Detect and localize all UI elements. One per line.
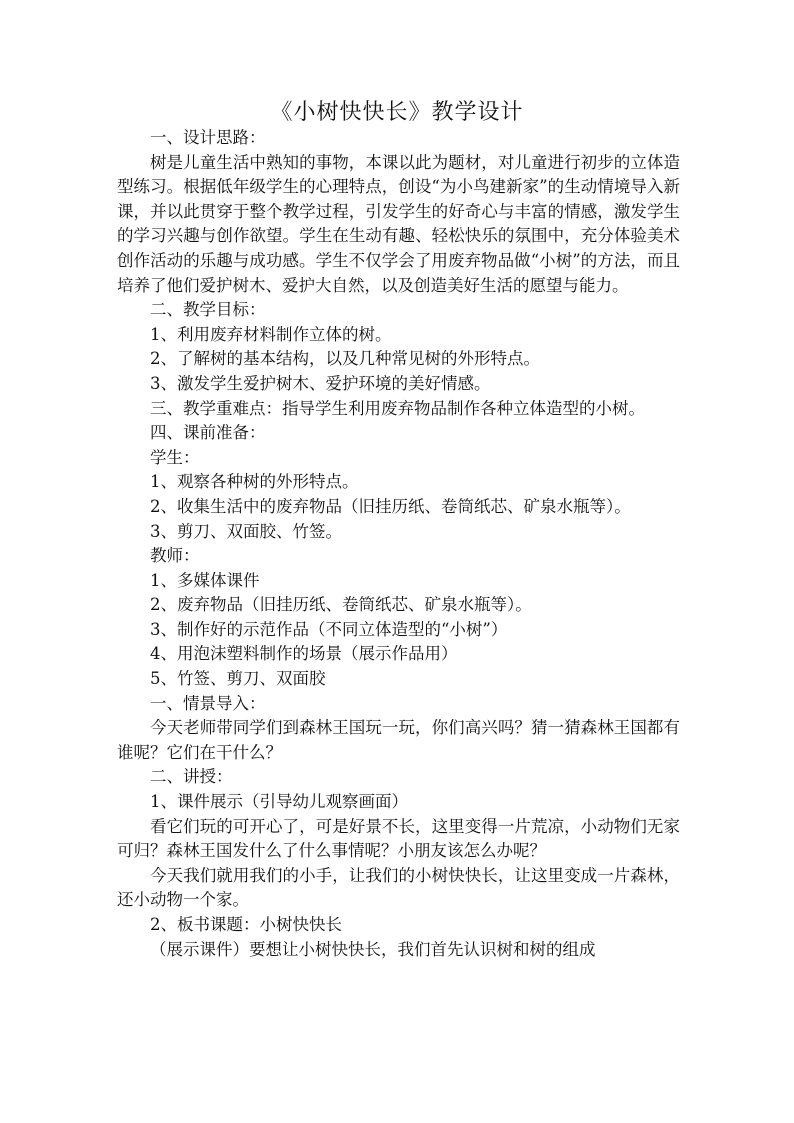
list-item: 2、板书课题：小树快快长 [150, 915, 342, 934]
section-heading: 一、设计思路： [150, 128, 266, 147]
paragraph: 今天我们就用我们的小手，让我们的小树快快长，让这里变成一片森林，还小动物一个家。 [117, 865, 680, 910]
paragraph: 树是儿童生活中熟知的事物，本课以此为题材，对儿童进行初步的立体造型练习。根据低年级学生的心理特点，创设“为小鸟建新家”的生动情境导入新课，并以此贯穿于整个教学过程，引发学生的好奇心与丰富的情感，激发学生的学习兴趣与创作欲望。学生在生动有趣、轻松快乐的氛围中，充分体验美术创作活动的乐趣与成功感。学生不仅学会了用废弃物品做“小树”的方法，而且培养了他们爱护树木、爱护大自然，以及创造美好生活的愿望与能力。 [117, 152, 680, 295]
list-item: 5、竹签、剪刀、双面胶 [150, 669, 326, 689]
list-item: 1、多媒体课件 [150, 570, 260, 590]
list-item: 2、了解树的基本结构，以及几种常见树的外形特点。 [150, 349, 540, 369]
list-item: 3、剪刀、双面胶、竹签。 [150, 521, 342, 541]
paragraph: 看它们玩的可开心了，可是好景不长，这里变得一片荒凉，小动物们无家可归？森林王国发什么了什么事情呢？小朋友该怎么办呢？ [117, 816, 680, 861]
list-item: 3、制作好的示范作品（不同立体造型的“小树”） [150, 619, 508, 639]
list-item: 1、利用废弃材料制作立体的树。 [150, 324, 392, 344]
paragraph: 三、教学重难点：指导学生利用废弃物品制作各种立体造型的小树。 [150, 398, 645, 418]
list-item: 1、观察各种树的外形特点。 [150, 472, 359, 492]
list-item: 2、废弃物品（旧挂历纸、卷筒纸芯、矿泉水瓶等）。 [150, 595, 532, 615]
list-item: 4、用泡沫塑料制作的场景（展示作品用） [150, 644, 458, 664]
section-heading: 一、情景导入： [150, 693, 266, 713]
list-item: 1、课件展示（引导幼儿观察画面） [150, 792, 408, 812]
document-body [117, 126, 680, 962]
paragraph: （展示课件）要想让小树快快长，我们首先认识树和树的组成 [150, 939, 596, 959]
section-heading: 二、讲授： [150, 767, 233, 787]
subheading: 教师： [150, 546, 200, 566]
paragraph: 今天老师带同学们到森林王国玩一玩，你们高兴吗？猜一猜森林王国都有谁呢？它们在干什么？ [117, 718, 680, 762]
list-item: 3、激发学生爱护树木、爱护环境的美好情感。 [150, 373, 491, 393]
list-item: 2、收集生活中的废弃物品（旧挂历纸、卷筒纸芯、矿泉水瓶等）。 [150, 496, 631, 516]
document-title: 《小树快快长》教学设计 [270, 100, 524, 125]
section-heading: 四、课前准备： [150, 423, 266, 443]
subheading: 学生： [150, 447, 200, 467]
section-heading: 二、教学目标： [150, 300, 266, 320]
